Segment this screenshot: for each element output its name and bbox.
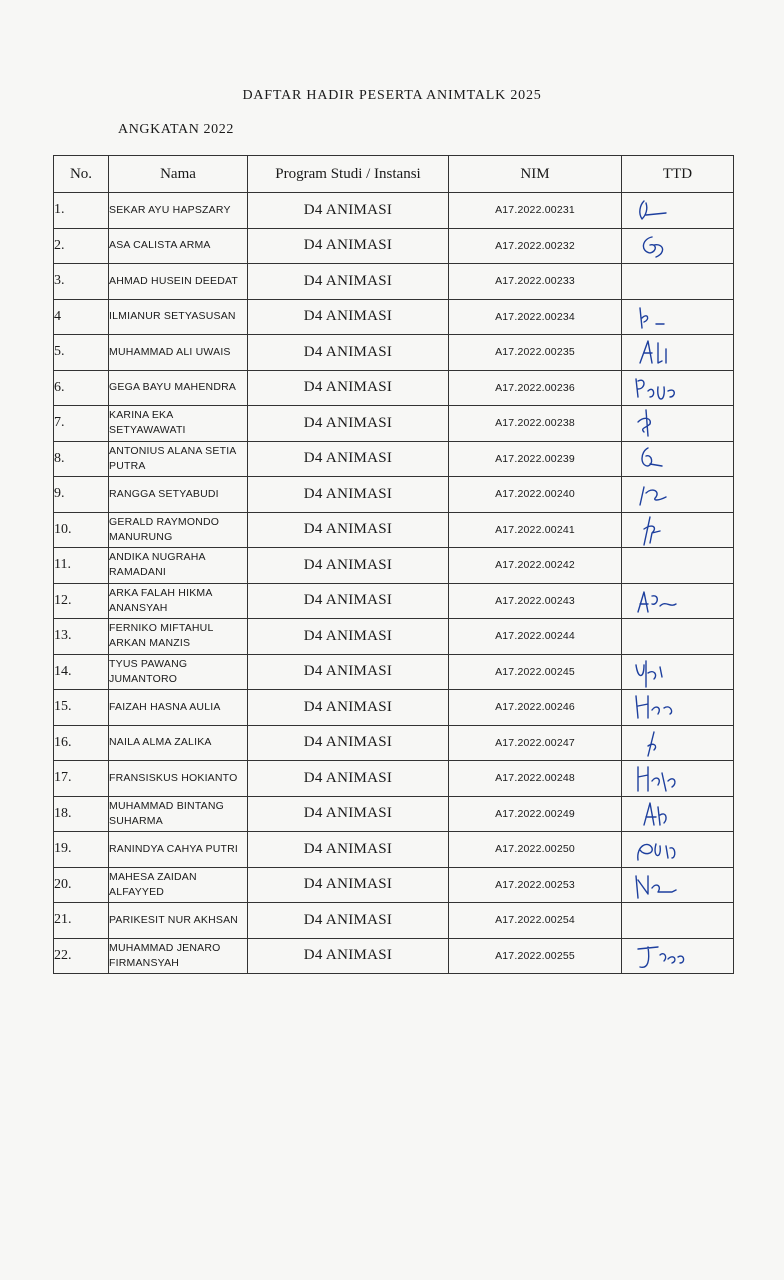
handwritten-signature: [630, 515, 694, 547]
row-program: D4 ANIMASI: [248, 796, 449, 832]
row-program: D4 ANIMASI: [248, 619, 449, 655]
table-row: [54, 264, 734, 300]
table-row: [54, 938, 734, 974]
row-program: D4 ANIMASI: [248, 867, 449, 903]
row-program: D4 ANIMASI: [248, 193, 449, 229]
row-name: FAIZAH HASNA AULIA: [109, 690, 248, 726]
row-nim: A17.2022.00244: [449, 619, 622, 655]
row-program: D4 ANIMASI: [248, 548, 449, 584]
table-row: [54, 406, 734, 442]
row-signature-cell: [622, 761, 734, 797]
table-row: [54, 867, 734, 903]
row-name: GEGA BAYU MAHENDRA: [109, 370, 248, 406]
row-nim: A17.2022.00240: [449, 477, 622, 513]
row-number: 22.: [54, 938, 109, 974]
row-name: ASA CALISTA ARMA: [109, 228, 248, 264]
row-number: 21.: [54, 903, 109, 939]
row-name: MUHAMMAD BINTANG SUHARMA: [109, 796, 248, 832]
row-name: ANDIKA NUGRAHA RAMADANI: [109, 548, 248, 584]
handwritten-signature: [630, 479, 694, 511]
row-signature-cell: [622, 264, 734, 300]
row-program: D4 ANIMASI: [248, 335, 449, 371]
row-name: PARIKESIT NUR AKHSAN: [109, 903, 248, 939]
table-row: [54, 761, 734, 797]
table-row: [54, 725, 734, 761]
row-name: MUHAMMAD ALI UWAIS: [109, 335, 248, 371]
table-row: [54, 654, 734, 690]
row-number: 17.: [54, 761, 109, 797]
table-row: [54, 193, 734, 229]
table-row: [54, 441, 734, 477]
row-signature-cell: [622, 512, 734, 548]
row-name: GERALD RAYMONDO MANURUNG: [109, 512, 248, 548]
table-row: [54, 335, 734, 371]
row-nim: A17.2022.00249: [449, 796, 622, 832]
row-number: 3.: [54, 264, 109, 300]
row-signature-cell: [622, 228, 734, 264]
table-row: [54, 796, 734, 832]
row-nim: A17.2022.00246: [449, 690, 622, 726]
handwritten-signature: [630, 728, 694, 760]
row-name: FRANSISKUS HOKIANTO: [109, 761, 248, 797]
handwritten-signature: [630, 799, 694, 831]
row-nim: A17.2022.00250: [449, 832, 622, 868]
row-name: TYUS PAWANG JUMANTORO: [109, 654, 248, 690]
row-signature-cell: [622, 938, 734, 974]
row-program: D4 ANIMASI: [248, 264, 449, 300]
handwritten-signature: [630, 337, 694, 369]
row-signature-cell: [622, 406, 734, 442]
row-number: 20.: [54, 867, 109, 903]
handwritten-signature: [630, 834, 694, 866]
row-number: 16.: [54, 725, 109, 761]
row-nim: A17.2022.00233: [449, 264, 622, 300]
table-row: [54, 512, 734, 548]
row-nim: A17.2022.00239: [449, 441, 622, 477]
row-nim: A17.2022.00241: [449, 512, 622, 548]
handwritten-signature: [630, 195, 694, 227]
table-row: [54, 903, 734, 939]
table-row: [54, 228, 734, 264]
row-number: 18.: [54, 796, 109, 832]
table-header-row: [54, 156, 734, 193]
row-name: RANGGA SETYABUDI: [109, 477, 248, 513]
row-number: 14.: [54, 654, 109, 690]
table-row: [54, 299, 734, 335]
row-program: D4 ANIMASI: [248, 583, 449, 619]
row-name: KARINA EKA SETYAWAWATI: [109, 406, 248, 442]
header-ttd: TTD: [622, 156, 734, 193]
row-signature-cell: [622, 832, 734, 868]
handwritten-signature: [630, 586, 694, 618]
handwritten-signature: [630, 657, 694, 689]
row-nim: A17.2022.00242: [449, 548, 622, 584]
row-nim: A17.2022.00245: [449, 654, 622, 690]
row-number: 2.: [54, 228, 109, 264]
document-subtitle: ANGKATAN 2022: [118, 122, 234, 137]
row-nim: A17.2022.00238: [449, 406, 622, 442]
header-nim: NIM: [449, 156, 622, 193]
row-signature-cell: [622, 441, 734, 477]
row-nim: A17.2022.00255: [449, 938, 622, 974]
handwritten-signature: [630, 870, 694, 902]
row-number: 5.: [54, 335, 109, 371]
row-number: 8.: [54, 441, 109, 477]
table-row: [54, 832, 734, 868]
handwritten-signature: [630, 408, 694, 440]
row-signature-cell: [622, 903, 734, 939]
row-program: D4 ANIMASI: [248, 654, 449, 690]
row-program: D4 ANIMASI: [248, 441, 449, 477]
table-row: [54, 370, 734, 406]
row-program: D4 ANIMASI: [248, 406, 449, 442]
row-signature-cell: [622, 654, 734, 690]
handwritten-signature: [630, 763, 694, 795]
row-program: D4 ANIMASI: [248, 938, 449, 974]
row-signature-cell: [622, 193, 734, 229]
header-nama: Nama: [109, 156, 248, 193]
row-signature-cell: [622, 867, 734, 903]
row-program: D4 ANIMASI: [248, 477, 449, 513]
handwritten-signature: [630, 231, 694, 263]
row-program: D4 ANIMASI: [248, 370, 449, 406]
row-program: D4 ANIMASI: [248, 832, 449, 868]
row-name: ARKA FALAH HIKMA ANANSYAH: [109, 583, 248, 619]
row-nim: A17.2022.00253: [449, 867, 622, 903]
row-signature-cell: [622, 335, 734, 371]
handwritten-signature: [630, 444, 694, 476]
row-name: AHMAD HUSEIN DEEDAT: [109, 264, 248, 300]
row-program: D4 ANIMASI: [248, 725, 449, 761]
handwritten-signature: [630, 373, 694, 405]
row-nim: A17.2022.00234: [449, 299, 622, 335]
row-name: FERNIKO MIFTAHUL ARKAN MANZIS: [109, 619, 248, 655]
row-number: 6.: [54, 370, 109, 406]
row-name: MUHAMMAD JENARO FIRMANSYAH: [109, 938, 248, 974]
row-number: 7.: [54, 406, 109, 442]
row-name: NAILA ALMA ZALIKA: [109, 725, 248, 761]
row-signature-cell: [622, 725, 734, 761]
table-row: [54, 583, 734, 619]
row-nim: A17.2022.00231: [449, 193, 622, 229]
table-row: [54, 477, 734, 513]
row-program: D4 ANIMASI: [248, 761, 449, 797]
row-nim: A17.2022.00248: [449, 761, 622, 797]
table-row: [54, 548, 734, 584]
row-nim: A17.2022.00235: [449, 335, 622, 371]
handwritten-signature: [630, 941, 694, 973]
row-signature-cell: [622, 370, 734, 406]
row-program: D4 ANIMASI: [248, 690, 449, 726]
row-signature-cell: [622, 548, 734, 584]
row-nim: A17.2022.00236: [449, 370, 622, 406]
row-signature-cell: [622, 619, 734, 655]
row-number: 12.: [54, 583, 109, 619]
table-row: [54, 690, 734, 726]
attendance-table: [53, 155, 734, 974]
header-no: No.: [54, 156, 109, 193]
header-program: Program Studi / Instansi: [248, 156, 449, 193]
row-number: 11.: [54, 548, 109, 584]
row-signature-cell: [622, 796, 734, 832]
row-name: SEKAR AYU HAPSZARY: [109, 193, 248, 229]
row-nim: A17.2022.00247: [449, 725, 622, 761]
row-number: 1.: [54, 193, 109, 229]
row-number: 13.: [54, 619, 109, 655]
row-number: 4: [54, 299, 109, 335]
row-nim: A17.2022.00254: [449, 903, 622, 939]
row-program: D4 ANIMASI: [248, 512, 449, 548]
row-name: RANINDYA CAHYA PUTRI: [109, 832, 248, 868]
row-number: 9.: [54, 477, 109, 513]
row-program: D4 ANIMASI: [248, 903, 449, 939]
row-signature-cell: [622, 690, 734, 726]
table-row: [54, 619, 734, 655]
row-number: 15.: [54, 690, 109, 726]
row-name: MAHESA ZAIDAN ALFAYYED: [109, 867, 248, 903]
row-nim: A17.2022.00243: [449, 583, 622, 619]
handwritten-signature: [630, 302, 694, 334]
row-signature-cell: [622, 477, 734, 513]
row-signature-cell: [622, 299, 734, 335]
row-program: D4 ANIMASI: [248, 299, 449, 335]
document-title: DAFTAR HADIR PESERTA ANIMTALK 2025: [242, 88, 542, 103]
row-number: 19.: [54, 832, 109, 868]
row-number: 10.: [54, 512, 109, 548]
row-name: ANTONIUS ALANA SETIA PUTRA: [109, 441, 248, 477]
handwritten-signature: [630, 692, 694, 724]
row-signature-cell: [622, 583, 734, 619]
row-program: D4 ANIMASI: [248, 228, 449, 264]
row-name: ILMIANUR SETYASUSAN: [109, 299, 248, 335]
row-nim: A17.2022.00232: [449, 228, 622, 264]
table-body: [54, 193, 734, 974]
